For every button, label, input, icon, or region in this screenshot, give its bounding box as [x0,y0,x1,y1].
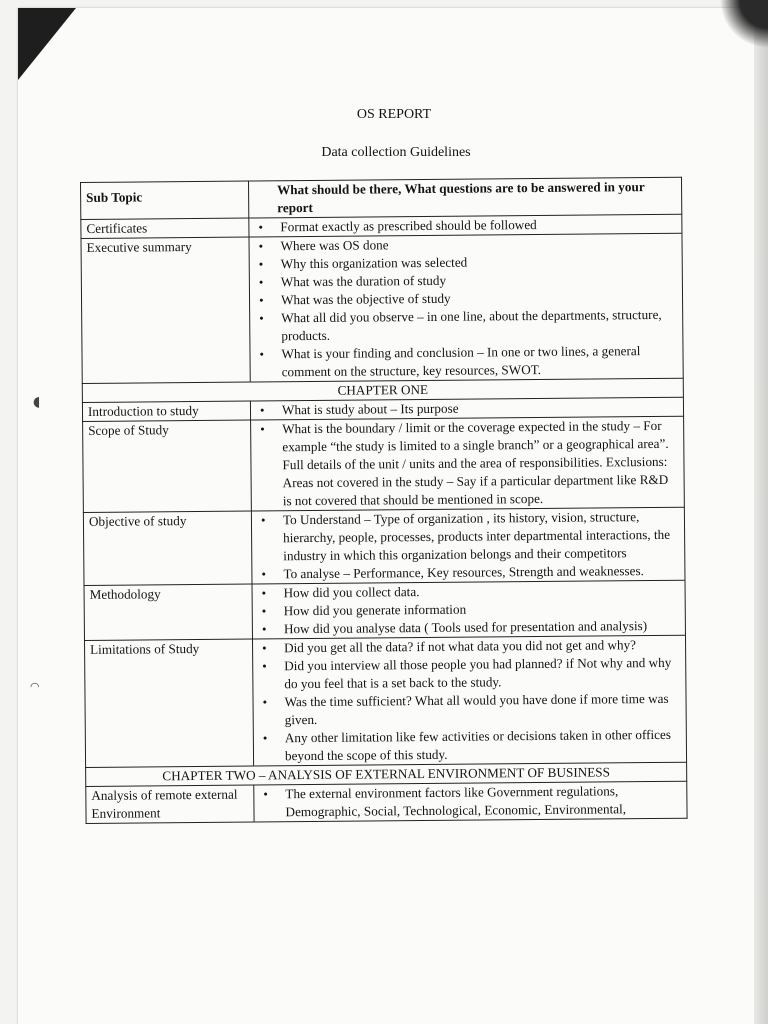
bullet-item: • Was the time sufficient? What all would you have done if more time was given. [284,690,681,729]
sub-topic-cell: Scope of Study [83,420,252,512]
bullet-item: • How did you collect data. [284,581,681,602]
bullet-list [256,398,679,420]
guideline-cell [252,635,686,766]
bullet-list [254,234,678,382]
table-body [81,214,687,823]
bullet-list [257,508,681,584]
bullet-item: • Why this organization was selected [281,252,678,273]
sub-topic-cell: Certificates [81,218,249,238]
page-edge-shadow [698,0,768,80]
bullet-item: • Where was OS done [280,234,677,255]
bullet-item: • How did you generate information [284,599,681,620]
guideline-cell [252,580,685,639]
sub-topic-cell: Limitations of Study [85,639,254,767]
bullet-list [259,782,682,822]
chapter-heading: CHAPTER TWO – ANALYSIS OF EXTERNAL ENVIRONMENT OF BUSINESS [86,762,687,786]
guideline-cell [254,781,687,822]
document-title: OS REPORT [356,107,432,122]
bullet-item: • What all did you observe – in one line, about the departments, structure, products. [281,306,678,345]
table-row [85,635,687,767]
bullet-list [258,581,681,639]
document-subtitle: Data collection Guidelines [321,145,471,160]
guideline-cell [251,416,685,511]
header-sub-topic: Sub Topic [81,181,249,219]
table-header-row [81,177,682,219]
guideline-cell [249,233,683,382]
punch-hole-mark: ◖ [33,394,41,410]
bullet-list [254,215,677,237]
guidelines-table [80,177,688,824]
table-row [83,416,685,512]
bullet-item: • To analyse – Performance, Key resources, Strength and weaknesses. [283,562,680,583]
bullet-list [256,417,680,511]
guideline-cell [251,507,685,584]
sub-topic-cell: Analysis of remote external Environment [86,785,254,823]
sub-topic-cell: Methodology [84,584,252,640]
bullet-item: • What is your finding and conclusion – In one or two lines, a general comment on the structure, key resources, SWOT. [281,342,678,381]
sub-topic-cell: Introduction to study [82,401,250,421]
bullet-list [258,636,682,766]
bullet-item: • What was the objective of study [281,288,678,309]
bullet-item: • What was the duration of study [281,270,678,291]
header-what-should-be-there: What should be there, What questions are to be answered in your report [248,177,681,218]
bullet-item: • Any other limitation like few activities or decisions taken in other offices beyond the scope of this study. [285,726,682,765]
bullet-item: • Did you get all the data? if not what data you did not get and why? [284,636,681,657]
folded-corner [18,8,76,80]
table-row [81,233,683,383]
bullet-item: • What is study about – Its purpose [282,398,679,419]
table-row [84,580,685,640]
bullet-item: • How did you analyse data ( Tools used for presentation and analysis) [284,617,681,638]
bullet-item: • Format exactly as prescribed should be followed [280,215,677,236]
chapter-heading: CHAPTER ONE [82,378,683,402]
bullet-item: • Did you interview all those people you had planned? if Not why and why do you feel that is a set back to the study. [284,654,681,693]
sub-topic-cell: Executive summary [81,237,250,383]
punch-hole-mark: ◠ [30,680,40,693]
table-row [83,507,685,585]
sub-topic-cell: Objective of study [83,511,252,585]
bullet-item: • The external environment factors like Government regulations, Demographic, Social, Technological, Economic, Environmental, [285,782,682,821]
bullet-item: • What is the boundary / limit or the coverage expected in the study – For example “the study is limited to a single branch” or a geographical area”. Full details of the unit / units and the area of responsibilities. Exclusions: Areas not covered in the study – Say if a particular department like R&D is not covered that should be mentioned in scope. [282,417,680,510]
bullet-item: • To Understand – Type of organization , its history, vision, structure, hierarchy, people, processes, products inter departmental interactions, the industry in which this organization belongs and their competitors [283,508,680,565]
table-row [86,781,687,823]
